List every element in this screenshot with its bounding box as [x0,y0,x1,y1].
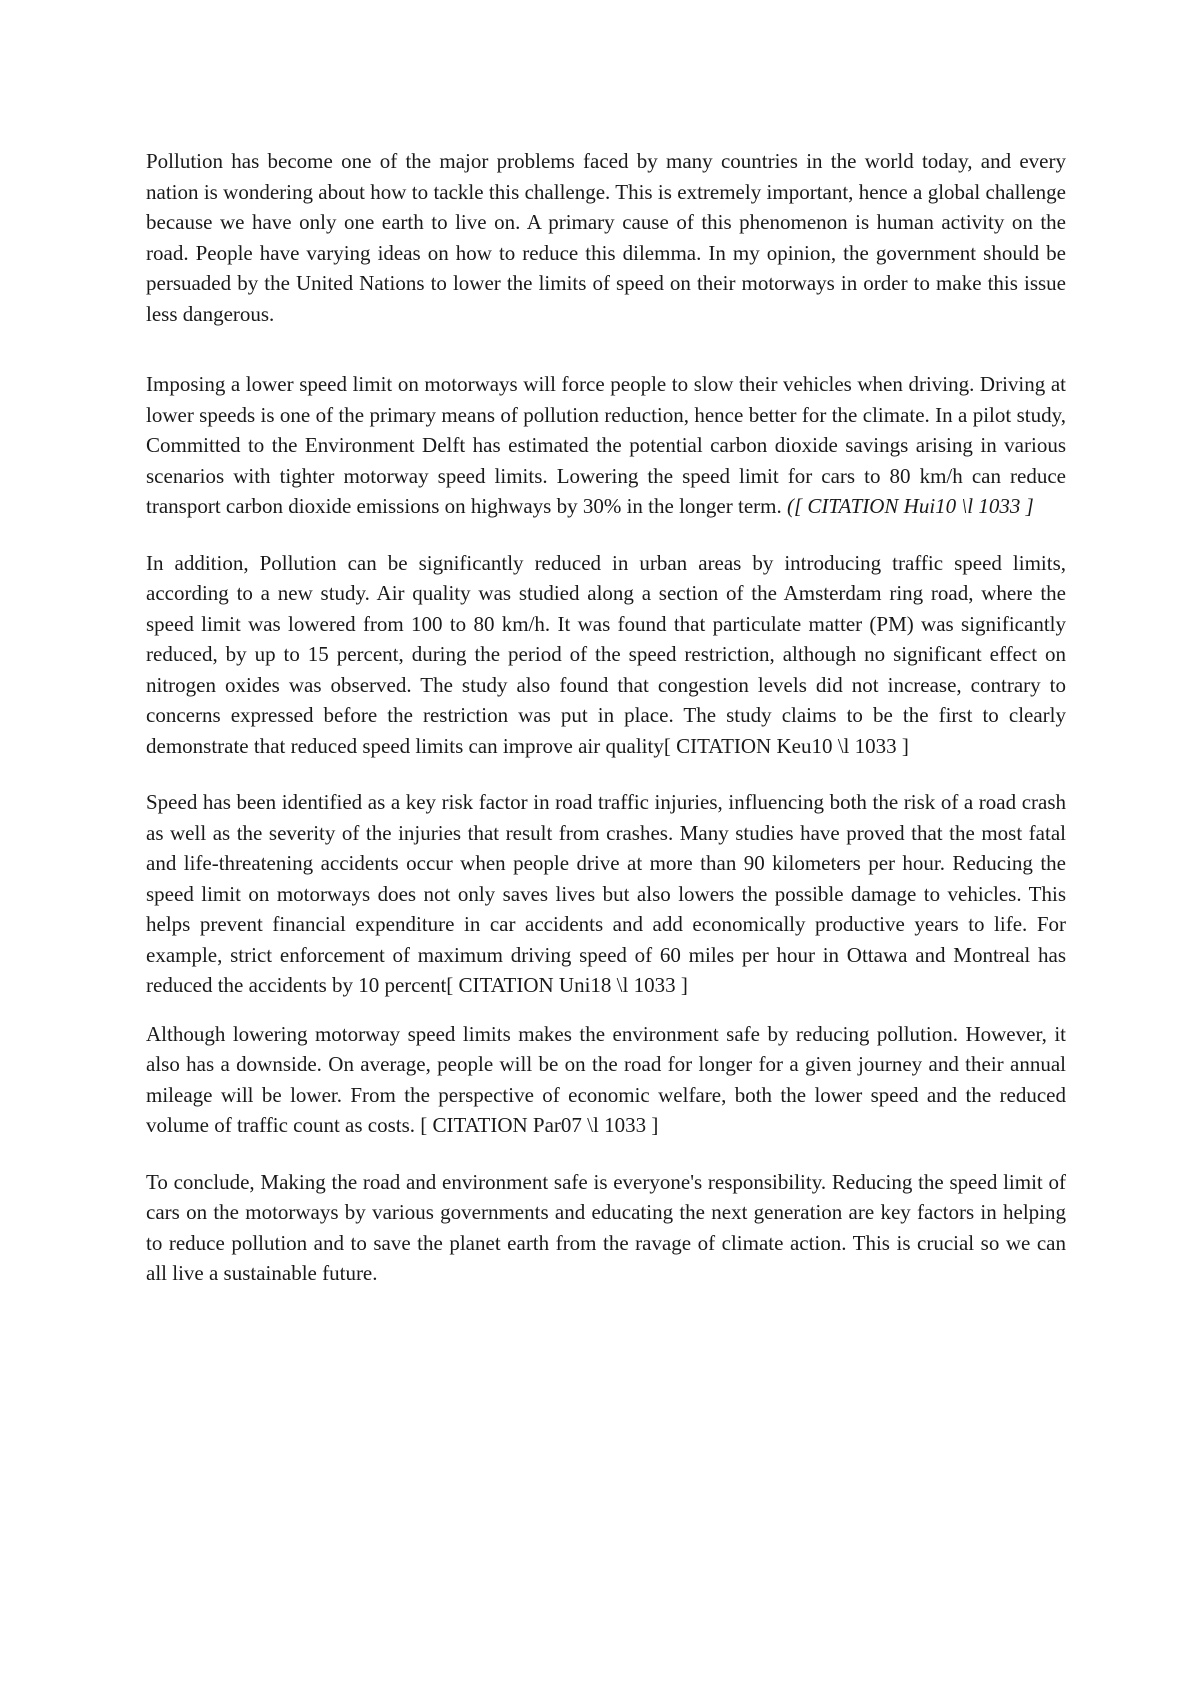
paragraph-road-safety [146,787,1066,1001]
paragraph-urban-pollution [146,548,1066,762]
paragraph-text: Pollution has become one of the major problems faced by many countries in the world today, and every nation is wondering about how to tackle this challenge. This is extremely important, hence a global challenge because we have only one earth to live on. A primary cause of this phenomenon is human activity on the road. People have varying ideas on how to reduce this dilemma. In my opinion, the government should be persuaded by the United Nations to lower the limits of speed on their motorways in order to make this issue less dangerous. [146,149,1066,326]
paragraph-spacer [146,761,1066,787]
citation: [ CITATION Uni18 \l 1033 ] [446,973,688,997]
paragraph-downside [146,1019,1066,1141]
citation: [ CITATION Par07 \l 1033 ] [420,1113,659,1137]
paragraph-text: Speed has been identified as a key risk factor in road traffic injuries, influencing both the risk of a road crash as well as the severity of the injuries that result from crashes. Many studies have proved that the most fatal and life-threatening accidents occur when people drive at more than 90 kilometers per hour. Reducing the speed limit on motorways does not only saves lives but also lowers the possible damage to vehicles. This helps prevent financial expenditure in car accidents and add economically productive years to life. For example, strict enforcement of maximum driving speed of 60 miles per hour in Ottawa and Montreal has reduced the accidents by 10 percent [146,790,1066,997]
paragraph-spacer [146,1141,1066,1167]
paragraph-spacer [146,522,1066,548]
citation: ([ CITATION Hui10 \l 1033 ] [786,494,1034,518]
paragraph-spacer [146,329,1066,369]
document-body [146,146,1066,1289]
paragraph-text: In addition, Pollution can be significantly reduced in urban areas by introducing traffic speed limits, according to a new study. Air quality was studied along a section of the Amsterdam ring road, where the speed limit was lowered from 100 to 80 km/h. It was found that particulate matter (PM) was significantly reduced, by up to 15 percent, during the period of the speed restriction, although no significant effect on nitrogen oxides was observed. The study also found that congestion levels did not increase, contrary to concerns expressed before the restriction was put in place. The study claims to be the first to clearly demonstrate that reduced speed limits can improve air quality [146,550,1066,758]
paragraph-conclusion [146,1167,1066,1289]
paragraph-text: Imposing a lower speed limit on motorways will force people to slow their vehicles when driving. Driving at lower speeds is one of the primary means of pollution reduction, hence better for the climate. In a pilot study, Committed to the Environment Delft has estimated the potential carbon dioxide savings arising in various scenarios with tighter motorway speed limits. Lowering the speed limit for cars to 80 km/h can reduce transport carbon dioxide emissions on highways by 30% in the longer term. [146,372,1066,518]
citation: [ CITATION Keu10 \l 1033 ] [663,733,909,758]
paragraph-spacer [146,1001,1066,1019]
paragraph-speed-limit [146,369,1066,522]
paragraph-text: To conclude, Making the road and environment safe is everyone's responsibility. Reducing the speed limit of cars on the motorways by various governments and educating the next generation are key factors in helping to reduce pollution and to save the planet earth from the ravage of climate action. This is crucial so we can all live a sustainable future. [146,1169,1066,1285]
paragraph-intro [146,146,1066,329]
paragraph-text: Although lowering motorway speed limits makes the environment safe by reducing pollution. However, it also has a downside. On average, people will be on the road for longer for a given journey and their annual mileage will be lower. From the perspective of economic welfare, both the lower speed and the reduced volume of traffic count as costs. [146,1021,1066,1137]
